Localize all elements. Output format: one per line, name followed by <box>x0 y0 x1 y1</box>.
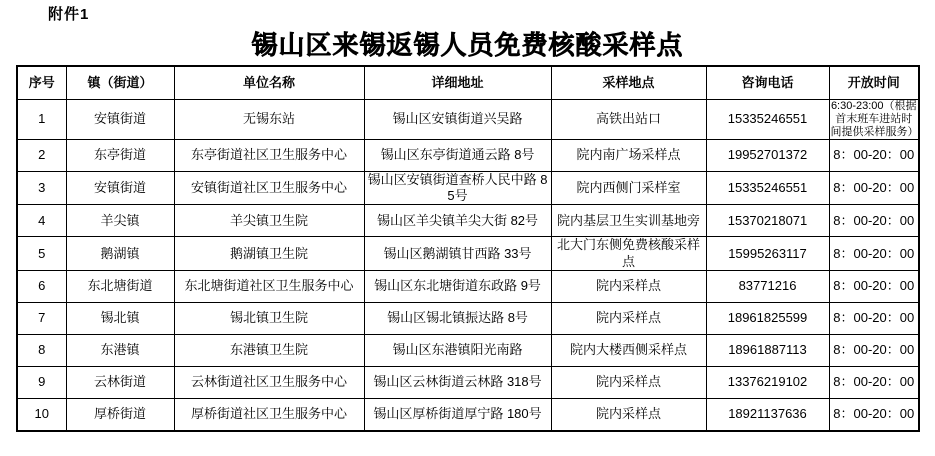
attachment-label: 附件1 <box>48 6 90 23</box>
table-cell: 锡山区安镇街道查桥人民中路 85号 <box>364 171 551 205</box>
table-cell: 安镇街道 <box>66 171 174 205</box>
table-cell: 东亭街道社区卫生服务中心 <box>174 139 364 171</box>
column-header: 开放时间 <box>829 66 919 100</box>
table-row <box>17 100 919 140</box>
table-cell: 东亭街道 <box>66 139 174 171</box>
table-cell: 10 <box>17 398 66 431</box>
column-header: 详细地址 <box>364 66 551 100</box>
table-cell: 18961887113 <box>706 334 829 366</box>
table-cell: 9 <box>17 366 66 398</box>
table-cell: 19952701372 <box>706 139 829 171</box>
table-cell: 15370218071 <box>706 205 829 237</box>
table-cell: 6:30-23:00（根据首末班车进站时间提供采样服务） <box>830 100 919 138</box>
table-cell: 8：00-20：00 <box>829 205 919 237</box>
table-row <box>17 237 919 271</box>
table-cell: 羊尖镇卫生院 <box>174 205 364 237</box>
table-header <box>17 66 919 100</box>
table-cell: 8：00-20：00 <box>829 398 919 431</box>
table-cell: 高铁出站口 <box>551 100 706 140</box>
table-cell: 院内采样点 <box>551 398 706 431</box>
table-cell: 厚桥街道社区卫生服务中心 <box>174 398 364 431</box>
table-cell: 15995263117 <box>706 237 829 271</box>
table-cell: 云林街道社区卫生服务中心 <box>174 366 364 398</box>
column-header: 采样地点 <box>551 66 706 100</box>
table-cell: 1 <box>17 100 66 140</box>
page-title: 锡山区来锡返锡人员免费核酸采样点 <box>251 30 684 60</box>
table-cell: 锡山区东北塘街道东政路 9号 <box>364 270 551 302</box>
table-cell: 鹅湖镇卫生院 <box>174 237 364 271</box>
table-row <box>17 366 919 398</box>
table-cell: 18961825599 <box>706 302 829 334</box>
table-cell: 东港镇 <box>66 334 174 366</box>
table-cell: 8 <box>17 334 66 366</box>
table-cell: 院内采样点 <box>551 366 706 398</box>
table-cell: 锡山区锡北镇振达路 8号 <box>364 302 551 334</box>
table-cell: 锡北镇 <box>66 302 174 334</box>
table-cell: 东北塘街道 <box>66 270 174 302</box>
table-cell: 3 <box>17 171 66 205</box>
table-cell: 8：00-20：00 <box>829 139 919 171</box>
table-cell: 东港镇卫生院 <box>174 334 364 366</box>
table-cell: 锡山区东港镇阳光南路 <box>364 334 551 366</box>
table-cell: 8：00-20：00 <box>829 302 919 334</box>
table-cell: 8：00-20：00 <box>829 237 919 271</box>
table-row <box>17 334 919 366</box>
table-cell: 13376219102 <box>706 366 829 398</box>
table-cell: 云林街道 <box>66 366 174 398</box>
table-cell: 院内大楼西侧采样点 <box>551 334 706 366</box>
table-cell: 8：00-20：00 <box>829 171 919 205</box>
sampling-points-table <box>16 65 920 432</box>
table-cell: 锡山区东亭街道通云路 8号 <box>364 139 551 171</box>
table-cell: 15335246551 <box>706 171 829 205</box>
table-row <box>17 171 919 205</box>
table-cell: 院内基层卫生实训基地旁 <box>551 205 706 237</box>
table-cell: 羊尖镇 <box>66 205 174 237</box>
table-cell: 北大门东侧免费核酸采样点 <box>551 237 706 271</box>
table-header-row <box>17 66 919 100</box>
table-row <box>17 270 919 302</box>
table-cell: 5 <box>17 237 66 271</box>
column-header: 序号 <box>17 66 66 100</box>
table-cell: 锡山区安镇街道兴吴路 <box>364 100 551 140</box>
table-cell: 8：00-20：00 <box>829 334 919 366</box>
table-row <box>17 205 919 237</box>
column-header: 镇（街道） <box>66 66 174 100</box>
table-cell: 院内采样点 <box>551 302 706 334</box>
table-cell: 院内采样点 <box>551 270 706 302</box>
table-body <box>17 100 919 431</box>
table-cell: 锡山区鹅湖镇甘西路 33号 <box>364 237 551 271</box>
table-row <box>17 302 919 334</box>
column-header: 单位名称 <box>174 66 364 100</box>
table-cell: 8：00-20：00 <box>829 270 919 302</box>
table-cell: 东北塘街道社区卫生服务中心 <box>174 270 364 302</box>
table-cell: 锡山区云林街道云林路 318号 <box>364 366 551 398</box>
table-cell: 安镇街道社区卫生服务中心 <box>174 171 364 205</box>
table-cell: 院内西侧门采样室 <box>551 171 706 205</box>
table-row <box>17 398 919 431</box>
table-cell: 鹅湖镇 <box>66 237 174 271</box>
table-cell: 4 <box>17 205 66 237</box>
table-cell: 锡北镇卫生院 <box>174 302 364 334</box>
table-cell: 锡山区羊尖镇羊尖大街 82号 <box>364 205 551 237</box>
table-cell: 院内南广场采样点 <box>551 139 706 171</box>
table-cell: 15335246551 <box>706 100 829 140</box>
table-cell: 18921137636 <box>706 398 829 431</box>
table-cell: 无锡东站 <box>174 100 364 140</box>
table-cell: 8：00-20：00 <box>829 366 919 398</box>
table-cell: 安镇街道 <box>66 100 174 140</box>
table-cell: 2 <box>17 139 66 171</box>
table-cell: 83771216 <box>706 270 829 302</box>
table-row <box>17 139 919 171</box>
table-cell: 锡山区厚桥街道厚宁路 180号 <box>364 398 551 431</box>
table-cell: 7 <box>17 302 66 334</box>
column-header: 咨询电话 <box>706 66 829 100</box>
table-cell: 6 <box>17 270 66 302</box>
table-cell: 厚桥街道 <box>66 398 174 431</box>
